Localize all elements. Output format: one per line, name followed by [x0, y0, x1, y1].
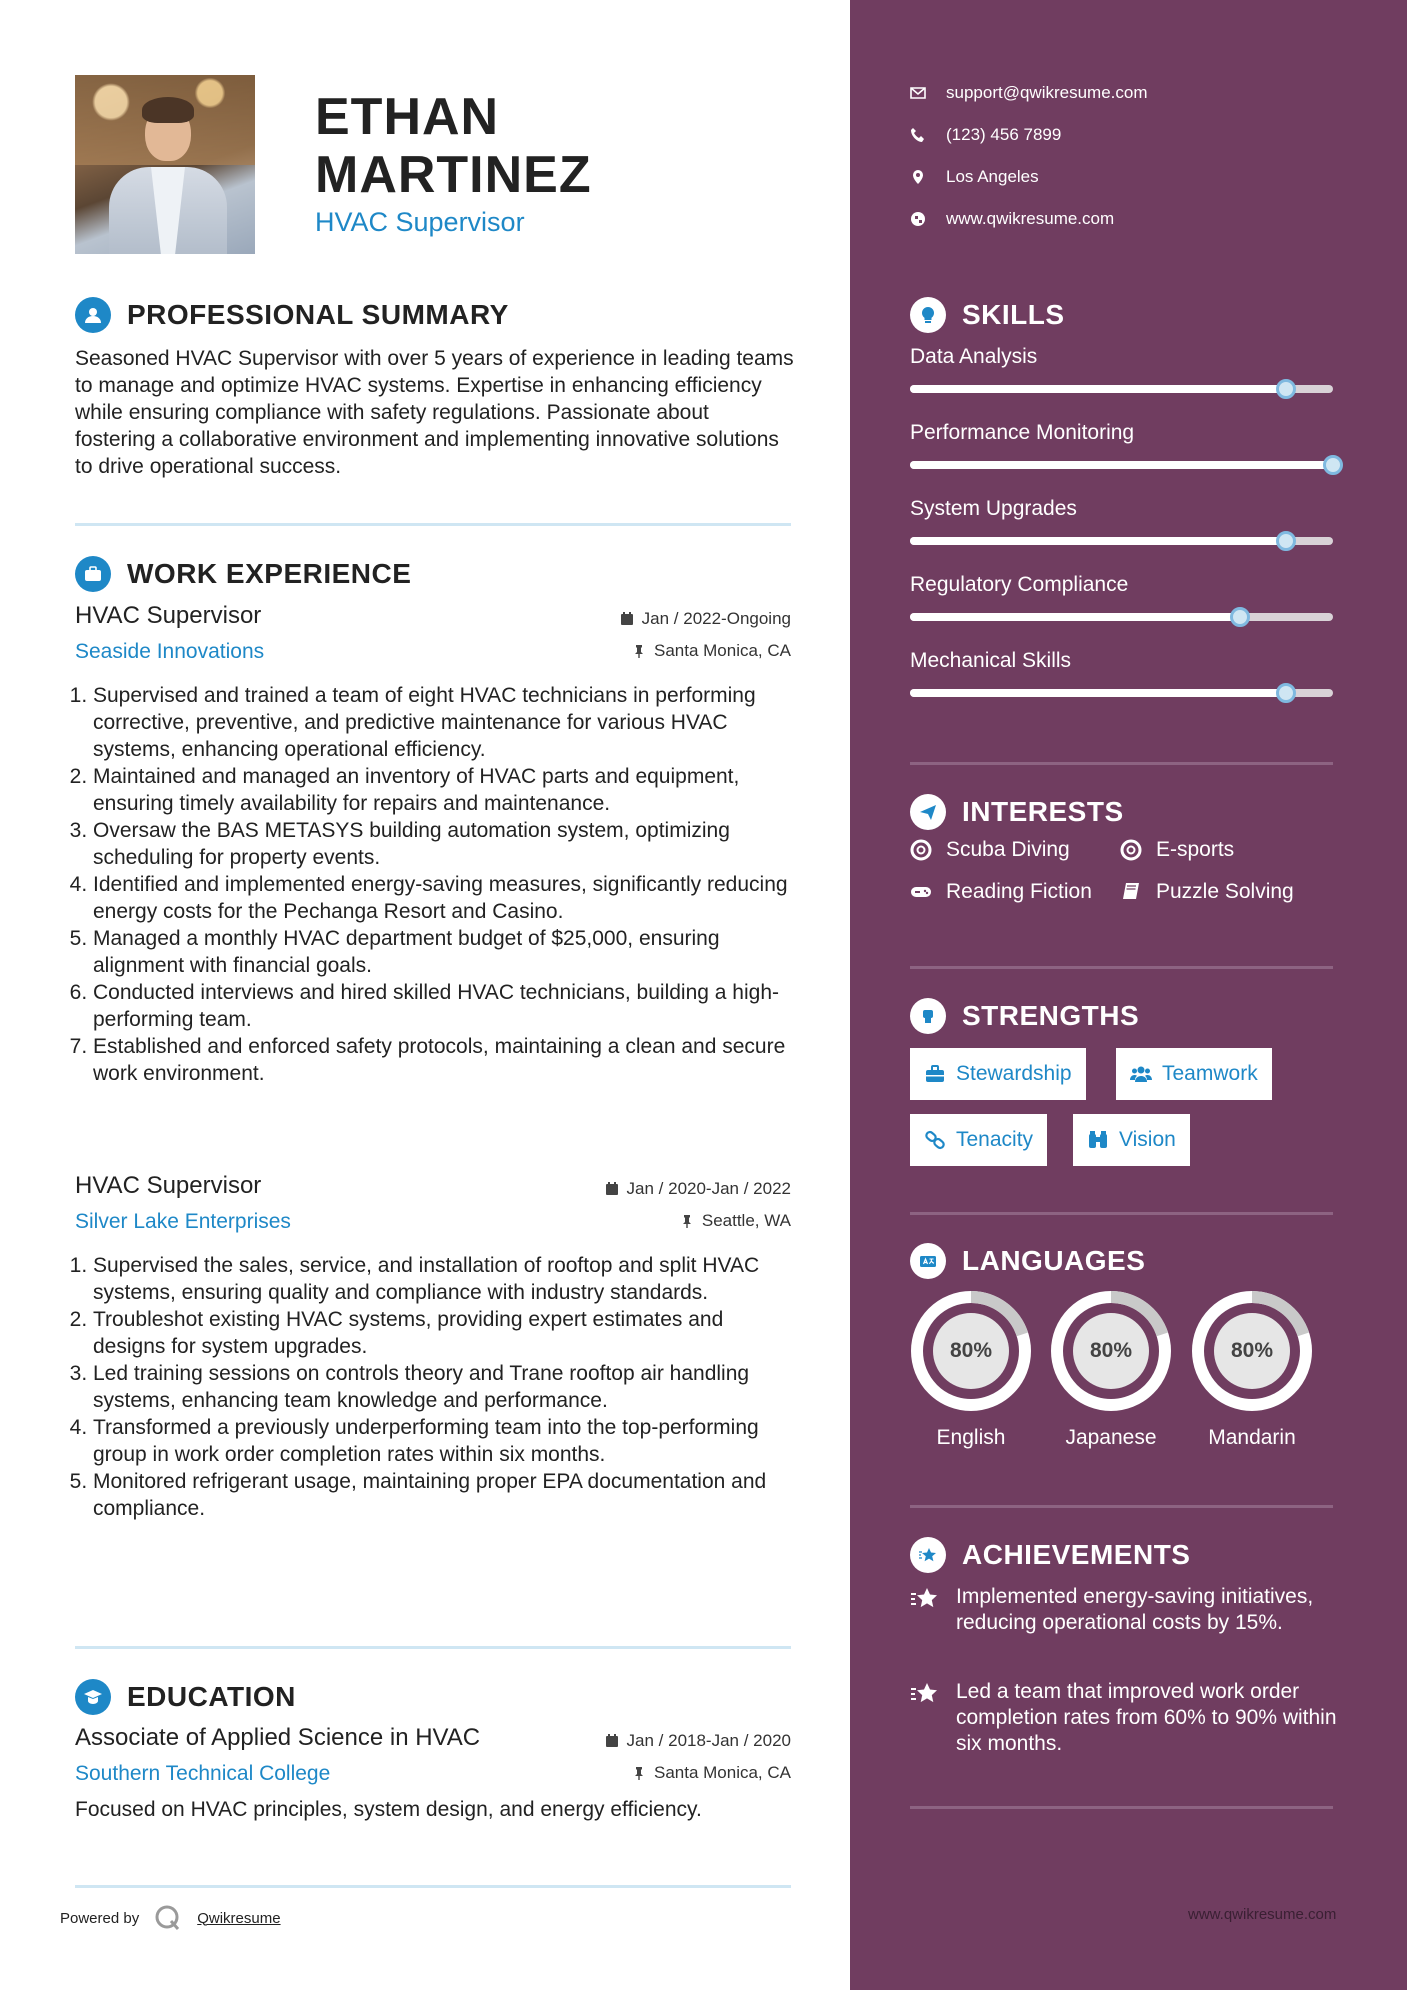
graduate-icon — [75, 1679, 111, 1715]
interest-item — [910, 880, 1120, 904]
section-divider — [910, 1505, 1333, 1508]
strength-chip — [910, 1048, 1086, 1100]
job-meta — [620, 608, 791, 672]
interests-heading — [910, 794, 1124, 830]
location-text: Los Angeles — [946, 167, 1039, 186]
degree: Associate of Applied Science in HVAC — [75, 1724, 481, 1751]
job-company: Silver Lake Enterprises — [75, 1210, 291, 1233]
skill-knob — [1276, 531, 1296, 551]
name-first: ETHAN — [315, 88, 500, 146]
job-company: Seaside Innovations — [75, 640, 265, 663]
section-divider — [75, 1646, 791, 1649]
job-bullets — [75, 682, 791, 1087]
language-item — [1050, 1290, 1172, 1450]
language-item — [910, 1290, 1032, 1450]
language-name: Mandarin — [1208, 1426, 1296, 1449]
name-last: MARTINEZ — [315, 146, 592, 204]
book-icon — [1120, 881, 1142, 903]
experience-heading — [75, 556, 411, 592]
website-text: www.qwikresume.com — [946, 209, 1115, 228]
footer-powered-by — [60, 1903, 281, 1933]
skills-title: SKILLS — [962, 299, 1065, 330]
pin-icon — [680, 1214, 694, 1228]
skill-item — [910, 573, 1333, 621]
skill-bar — [910, 461, 1333, 469]
strength-chip — [1116, 1048, 1272, 1100]
job-dates: Jan / 2020-Jan / 2022 — [626, 1179, 791, 1198]
section-divider — [75, 1885, 791, 1888]
job-role: HVAC Supervisor — [75, 602, 262, 629]
skill-label: Data Analysis — [910, 345, 1038, 368]
user-icon — [75, 297, 111, 333]
list-item: 3. Oversaw the BAS METASYS building automation system, optimizing scheduling for property events. — [93, 817, 791, 871]
skill-item — [910, 497, 1333, 545]
skill-bar — [910, 689, 1333, 697]
lightbulb-icon — [910, 297, 946, 333]
sidebar — [850, 0, 1407, 1990]
interest-item — [1120, 880, 1330, 904]
language-percent: 80% — [1089, 1339, 1133, 1362]
section-divider — [910, 1212, 1333, 1215]
interest-label: Puzzle Solving — [1156, 880, 1294, 903]
calendar-icon — [620, 612, 634, 626]
pin-icon — [632, 1766, 646, 1780]
lifebuoy-icon — [910, 839, 932, 861]
education-entry — [75, 1724, 791, 1822]
skill-label: Mechanical Skills — [910, 649, 1072, 672]
interests-title: INTERESTS — [962, 796, 1124, 827]
education-heading — [75, 1679, 296, 1715]
languages-title: LANGUAGES — [962, 1245, 1146, 1276]
interest-label: Reading Fiction — [946, 880, 1092, 903]
contact-info — [910, 72, 1148, 240]
star-award-icon — [910, 1584, 940, 1614]
achievement-item — [910, 1584, 1340, 1636]
language-percent: 80% — [949, 1339, 993, 1362]
star-award-icon — [910, 1537, 946, 1573]
skill-label: System Upgrades — [910, 497, 1077, 520]
skill-label: Regulatory Compliance — [910, 573, 1129, 596]
calendar-icon — [605, 1182, 619, 1196]
star-award-icon — [910, 1679, 940, 1709]
skill-knob — [1276, 379, 1296, 399]
summary-title: PROFESSIONAL SUMMARY — [127, 299, 509, 330]
section-divider — [910, 762, 1333, 765]
qwikresume-link[interactable]: Qwikresume — [197, 1909, 281, 1927]
strengths-title: STRENGTHS — [962, 1000, 1140, 1031]
language-name: Japanese — [1065, 1426, 1157, 1449]
achievement-item — [910, 1679, 1340, 1757]
profile-photo — [75, 75, 255, 254]
email-text: support@qwikresume.com — [946, 83, 1148, 102]
contact-email[interactable] — [910, 72, 1148, 114]
education-meta — [605, 1730, 791, 1794]
job-dates: Jan / 2022-Ongoing — [641, 609, 791, 628]
job-location: Santa Monica, CA — [653, 641, 791, 660]
skill-bar — [910, 537, 1333, 545]
achievements-title: ACHIEVEMENTS — [962, 1539, 1191, 1570]
link-icon — [924, 1129, 946, 1151]
list-item: 7. Established and enforced safety protocols, maintaining a clean and secure work environment. — [93, 1033, 791, 1087]
map-pin-icon — [910, 169, 926, 185]
interest-label: Scuba Diving — [946, 838, 1070, 861]
education-description: Focused on HVAC principles, system design, and energy efficiency. — [75, 1798, 702, 1821]
education-dates: Jan / 2018-Jan / 2020 — [626, 1731, 791, 1750]
job-entry — [75, 602, 791, 1087]
skill-bar — [910, 385, 1333, 393]
interests-list — [910, 838, 1350, 904]
contact-website[interactable] — [910, 198, 1148, 240]
briefcase-icon — [75, 556, 111, 592]
job-title: HVAC Supervisor — [315, 207, 525, 237]
strength-chip — [1073, 1114, 1190, 1166]
list-item: 1. Supervised the sales, service, and installation of rooftop and split HVAC systems, ensuring quality and compliance with industry standards. — [93, 1252, 791, 1306]
language-percent: 80% — [1230, 1339, 1274, 1362]
language-icon — [910, 1243, 946, 1279]
job-role: HVAC Supervisor — [75, 1172, 262, 1199]
education-title: EDUCATION — [127, 1681, 296, 1712]
strengths-heading — [910, 998, 1139, 1034]
list-item: 2. Troubleshot existing HVAC systems, providing expert estimates and designs for system upgrades. — [93, 1306, 791, 1360]
users-icon — [1130, 1063, 1152, 1085]
section-divider — [910, 966, 1333, 969]
qwikresume-logo-icon — [153, 1903, 183, 1933]
binoculars-icon — [1087, 1129, 1109, 1151]
job-bullets — [75, 1252, 791, 1522]
list-item: 2. Maintained and managed an inventory of HVAC parts and equipment, ensuring timely availability for repairs and maintenance. — [93, 763, 791, 817]
skill-label: Performance Monitoring — [910, 421, 1135, 444]
pin-icon — [632, 644, 646, 658]
gamepad-icon — [910, 881, 932, 903]
job-entry — [75, 1172, 791, 1522]
skill-item — [910, 649, 1333, 697]
language-item — [1191, 1290, 1313, 1450]
lifebuoy-icon — [1120, 839, 1142, 861]
achievement-text: Led a team that improved work order completion rates from 60% to 90% within six months. — [956, 1680, 1337, 1755]
strength-label: Stewardship — [956, 1062, 1072, 1085]
envelope-icon — [910, 85, 926, 101]
language-name: English — [936, 1426, 1006, 1449]
summary-text: Seasoned HVAC Supervisor with over 5 years of experience in leading teams to manage and optimize HVAC systems. Expertise in enhancing efficiency while ensuring compliance with safety regulations. Passionate about fostering a collaborative environment and implementing innovative solutions to drive operational success. — [75, 347, 794, 478]
achievements-heading — [910, 1537, 1190, 1573]
strength-chip — [910, 1114, 1047, 1166]
interest-item — [910, 838, 1120, 862]
list-item: 4. Identified and implemented energy-saving measures, significantly reducing energy costs for the Pechanga Resort and Casino. — [93, 871, 791, 925]
powered-by-label: Powered by — [60, 1909, 140, 1927]
skill-item — [910, 345, 1333, 393]
section-divider — [75, 523, 791, 526]
candidate-name — [315, 88, 592, 204]
list-item: 1. Supervised and trained a team of eight HVAC technicians in performing corrective, preventive, and predictive maintenance for various HVAC systems, enhancing operational efficiency. — [93, 682, 791, 763]
skill-knob — [1276, 683, 1296, 703]
fist-icon — [910, 998, 946, 1034]
skills-heading — [910, 297, 1065, 333]
paper-plane-icon — [910, 794, 946, 830]
contact-phone[interactable] — [910, 114, 1148, 156]
list-item: 5. Managed a monthly HVAC department budget of $25,000, ensuring alignment with financial goals. — [93, 925, 791, 979]
summary-heading — [75, 297, 509, 333]
strength-label: Vision — [1119, 1128, 1176, 1151]
globe-icon — [910, 211, 926, 227]
list-item: 4. Transformed a previously underperforming team into the top-performing group in work order completion rates within six months. — [93, 1414, 791, 1468]
calendar-icon — [605, 1734, 619, 1748]
skill-knob — [1323, 455, 1343, 475]
languages-heading — [910, 1243, 1145, 1279]
skill-knob — [1230, 607, 1250, 627]
interest-item — [1120, 838, 1330, 862]
job-location: Seattle, WA — [701, 1211, 791, 1230]
section-divider — [910, 1806, 1333, 1809]
achievement-text: Implemented energy-saving initiatives, reducing operational costs by 15%. — [956, 1585, 1314, 1634]
phone-icon — [910, 127, 926, 143]
strength-label: Tenacity — [956, 1128, 1034, 1151]
list-item: 5. Monitored refrigerant usage, maintaining proper EPA documentation and compliance. — [93, 1468, 791, 1522]
experience-title: WORK EXPERIENCE — [127, 558, 412, 589]
strength-label: Teamwork — [1162, 1062, 1258, 1085]
interest-label: E-sports — [1156, 838, 1235, 861]
phone-text: (123) 456 7899 — [946, 125, 1062, 144]
list-item: 6. Conducted interviews and hired skilled HVAC technicians, building a high-performing team. — [93, 979, 791, 1033]
contact-location — [910, 156, 1148, 198]
footer-website[interactable]: www.qwikresume.com — [1188, 1906, 1337, 1923]
school: Southern Technical College — [75, 1762, 331, 1785]
education-location: Santa Monica, CA — [653, 1763, 791, 1782]
briefcase-icon — [924, 1063, 946, 1085]
list-item: 3. Led training sessions on controls theory and Trane rooftop air handling systems, enhancing team knowledge and performance. — [93, 1360, 791, 1414]
job-meta — [605, 1178, 791, 1242]
skill-bar — [910, 613, 1333, 621]
skill-item — [910, 421, 1333, 469]
